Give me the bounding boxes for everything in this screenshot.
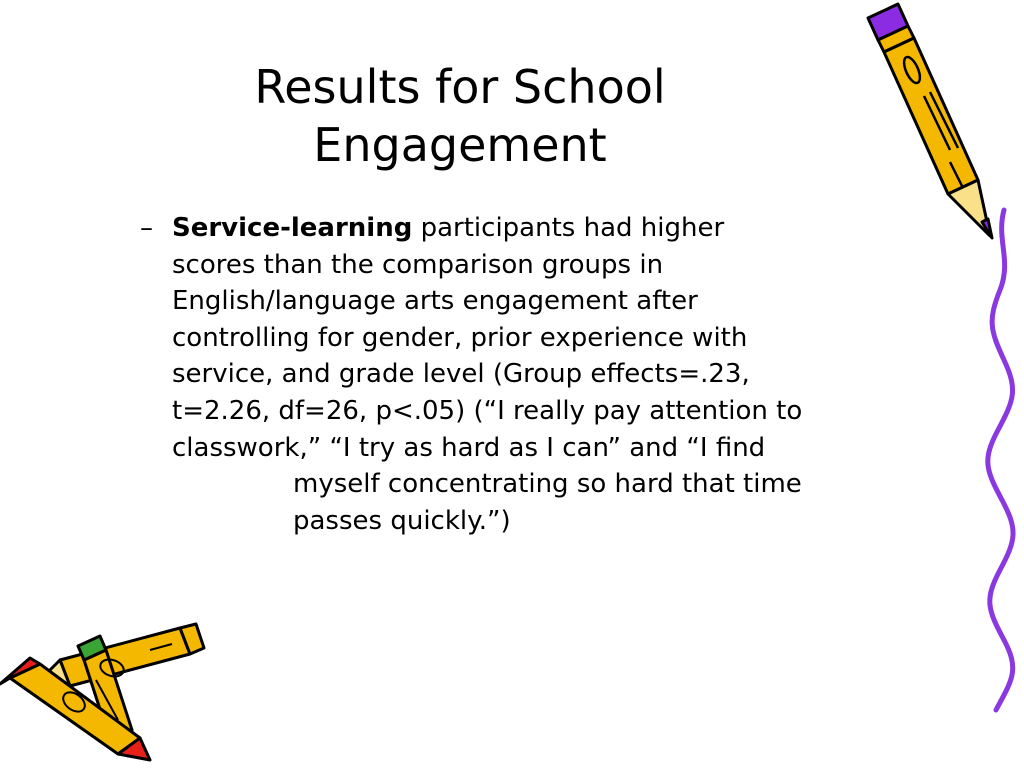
crossed-pencils-clipart-icon bbox=[0, 620, 210, 760]
bullet-dash: – bbox=[140, 213, 153, 243]
wavy-line-decoration-icon bbox=[960, 200, 1020, 720]
body-line-6: t=2.26, df=26, p<.05) (“I really pay attention to bbox=[172, 395, 803, 426]
title-line-2: Engagement bbox=[313, 118, 607, 172]
body-line-7: classwork,” “I try as hard as I can” and “I find bbox=[172, 432, 766, 463]
bullet-paragraph bbox=[172, 210, 940, 539]
body-line-9: passes quickly.”) bbox=[293, 505, 511, 536]
bold-term: Service-learning bbox=[172, 213, 413, 243]
page-title bbox=[150, 58, 770, 174]
body-line-5: service, and grade level (Group effects=.23, bbox=[172, 359, 750, 390]
body-text: participants had higher bbox=[412, 213, 725, 243]
body-line-8: myself concentrating so hard that time bbox=[293, 469, 802, 500]
body-line-1 bbox=[172, 210, 940, 247]
body-line-4: controlling for gender, prior experience with bbox=[172, 322, 748, 353]
title-line-1: Results for School bbox=[254, 60, 666, 114]
bullet-item bbox=[140, 210, 940, 539]
body-line-3: English/language arts engagement after bbox=[172, 286, 698, 317]
body-line-2: scores than the comparison groups in bbox=[172, 249, 664, 280]
